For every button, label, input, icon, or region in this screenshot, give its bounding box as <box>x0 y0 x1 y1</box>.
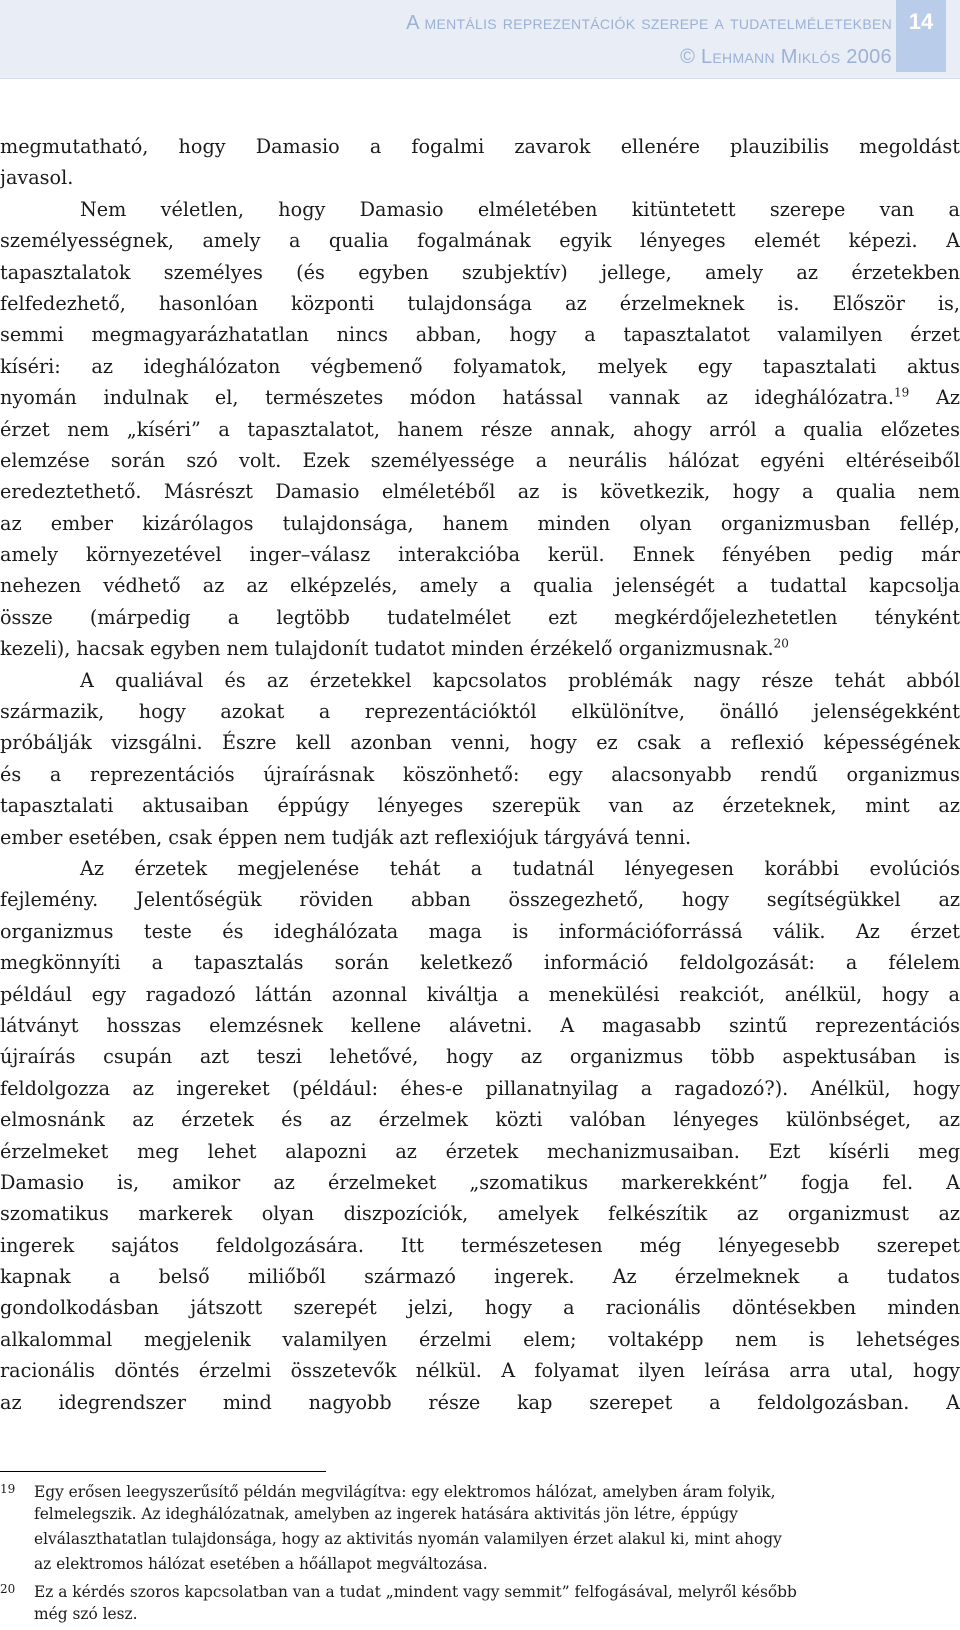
text-line: és a reprezentációs újraírásnak köszönhető: egy alacsonyabb rendű organizmus <box>0 762 960 786</box>
running-header <box>406 6 892 74</box>
footnote-separator <box>0 1471 326 1472</box>
text-line: az idegrendszer mind nagyobb része kap szerepet a feldolgozásban. A <box>0 1390 960 1414</box>
text-line: szomatikus markerek olyan diszpozíciók, amelyek felkészítik az organizmust az <box>0 1202 960 1226</box>
text-line: felfedezhető, hasonlóan központi tulajdonsága az érzelmeknek is. Először is, <box>0 291 960 315</box>
body-text <box>0 131 960 1418</box>
footnote-text: az elektromos hálózat esetében a hőállapot megváltozása. <box>34 1555 488 1573</box>
text-line: látványt hosszas elemzésnek kellene alávetni. A magasabb szintű reprezentációs <box>0 1013 960 1037</box>
text-line: érzelmeket meg lehet alapozni az érzetek mechanizmusaiban. Ezt kísérli meg <box>0 1139 960 1163</box>
footnote-ref-20[interactable]: 20 <box>773 636 789 651</box>
running-author: © Lehmann Miklós 2006 <box>680 46 892 68</box>
text-segment: nyomán indulnak el, természetes módon hatással vannak az ideghálózatra. <box>0 386 895 410</box>
text-line: javasol. <box>0 166 74 190</box>
text-line: ingerek sajátos feldolgozására. Itt természetesen még lényegesebb szerepet <box>0 1233 960 1257</box>
text-line: elmosnánk az érzetek és az érzelmek közti valóban lényeges különbséget, az <box>0 1108 960 1132</box>
footnote-text: elválaszthatatlan tulajdonsága, hogy az aktivitás nyomán valamilyen érzet alakul ki, mint ahogy <box>34 1530 782 1548</box>
text-line: személyességnek, amely a qualia fogalmának egyik lényeges elemét képezi. A <box>0 229 960 253</box>
text-line: gondolkodásban játszott szerepét jelzi, hogy a racionális döntésekben minden <box>0 1296 960 1320</box>
text-line: alkalommal megjelenik valamilyen érzelmi elem; voltaképp nem is lehetséges <box>0 1327 960 1351</box>
footnote-text: még szó lesz. <box>34 1605 138 1623</box>
text-line: tapasztalatok személyes (és egyben szubjektív) jellege, amely az érzetekben <box>0 260 960 284</box>
text-line: az ember kizárólagos tulajdonsága, hanem minden olyan organizmusban fellép, <box>0 511 960 535</box>
text-line: Az érzetek megjelenése tehát a tudatnál lényegesen korábbi evolúciós <box>80 856 960 880</box>
footnote-text: Egy erősen leegyszerűsítő példán megvilágítva: egy elektromos hálózat, amelyben áram folyik, <box>34 1483 776 1501</box>
text-line: ember esetében, csak éppen nem tudják azt reflexiójuk tárgyává tenni. <box>0 825 692 849</box>
text-line: megmutatható, hogy Damasio a fogalmi zavarok ellenére plauzibilis megoldást <box>0 135 960 158</box>
text-line: amely környezetével inger–válasz interakcióba kerül. Ennek fényében pedig már <box>0 543 960 567</box>
footnote-text: Ez a kérdés szoros kapcsolatban van a tudat „mindent vagy semmit” felfogásával, melyről később <box>34 1583 797 1601</box>
page-header <box>0 0 960 79</box>
footnote-20 <box>0 1577 960 1602</box>
text-line: kíséri: az ideghálózaton végbemenő folyamatok, melyek egy tapasztalati aktus <box>0 354 960 378</box>
footnote-ref-19[interactable]: 19 <box>894 385 910 400</box>
text-line: próbálják vizsgálni. Észre kell azonban venni, hogy ez csak a reflexió képességének <box>0 731 960 755</box>
text-line: elemzése során szó volt. Ezek személyessége a neurális hálózat egyéni eltéréseiből <box>0 448 960 472</box>
text-line: például egy ragadozó láttán azonnal kiváltja a menekülési reakciót, anélkül, hogy a <box>0 982 960 1006</box>
text-line: nehezen védhető az az elképzelés, amely a qualia jelenségét a tudattal kapcsolja <box>0 574 960 598</box>
text-line: Nem véletlen, hogy Damasio elméletében kitüntetett szerepe van a <box>80 197 960 221</box>
text-line: érzet nem „kíséri” a tapasztalatot, hanem része annak, ahogy arról a qualia előzetes <box>0 417 960 441</box>
text-segment: kezeli), hacsak egyben nem tulajdonít tudatot minden érzékelő organizmusnak. <box>0 637 774 661</box>
text-line: Damasio is, amikor az érzelmeket „szomatikus markerekként” fogja fel. A <box>0 1170 960 1194</box>
text-line: feldolgozza az ingereket (például: éhes-e pillanatnyilag a ragadozó?). Anélkül, hogy <box>0 1076 960 1100</box>
page-number: 14 <box>896 0 946 72</box>
text-line: A qualiával és az érzetekkel kapcsolatos problémák nagy része tehát abból <box>80 668 960 692</box>
text-line: eredeztethető. Másrészt Damasio elméletéből az is következik, hogy a qualia nem <box>0 480 960 504</box>
text-line <box>0 382 960 413</box>
footnote-number: 20 <box>0 1582 16 1596</box>
text-line: újraírás csupán azt teszi lehetővé, hogy az organizmus több aspektusában is <box>0 1045 960 1069</box>
text-line: semmi megmagyarázhatatlan nincs abban, hogy a tapasztalatot valamilyen érzet <box>0 323 960 347</box>
text-segment: Az <box>909 386 960 410</box>
text-line: össze (márpedig a legtöbb tudatelmélet ezt megkérdőjelezhetetlen tényként <box>0 605 960 629</box>
footnotes <box>0 1477 960 1627</box>
text-line: tapasztalati aktusaiban éppúgy lényeges szerepük van az érzeteknek, mint az <box>0 794 960 818</box>
text-line: organizmus teste és ideghálózata maga is információforrássá válik. Az érzet <box>0 919 960 943</box>
text-line: megkönnyíti a tapasztalás során keletkező információ feldolgozását: a félelem <box>0 951 960 975</box>
footnote-number: 19 <box>0 1482 16 1496</box>
text-line: származik, hogy azokat a reprezentációktól elkülönítve, önálló jelenségekként <box>0 700 960 724</box>
text-line: kapnak a belső miliőből származó ingerek. Az érzelmeknek a tudatos <box>0 1265 960 1289</box>
running-title: A mentális reprezentációk szerepe a tudatelméletekben <box>406 12 892 34</box>
footnote-text: felmelegszik. Az ideghálózatnak, amelyben az ingerek hatására aktivitás jön létre, éppúgy <box>34 1505 738 1523</box>
footnote-19 <box>0 1477 960 1502</box>
text-line: racionális döntés érzelmi összetevők nélkül. A folyamat ilyen leírása arra utal, hogy <box>0 1359 960 1383</box>
text-line <box>0 633 960 664</box>
text-line: fejlemény. Jelentőségük röviden abban összegezhető, hogy segítségükkel az <box>0 888 960 912</box>
